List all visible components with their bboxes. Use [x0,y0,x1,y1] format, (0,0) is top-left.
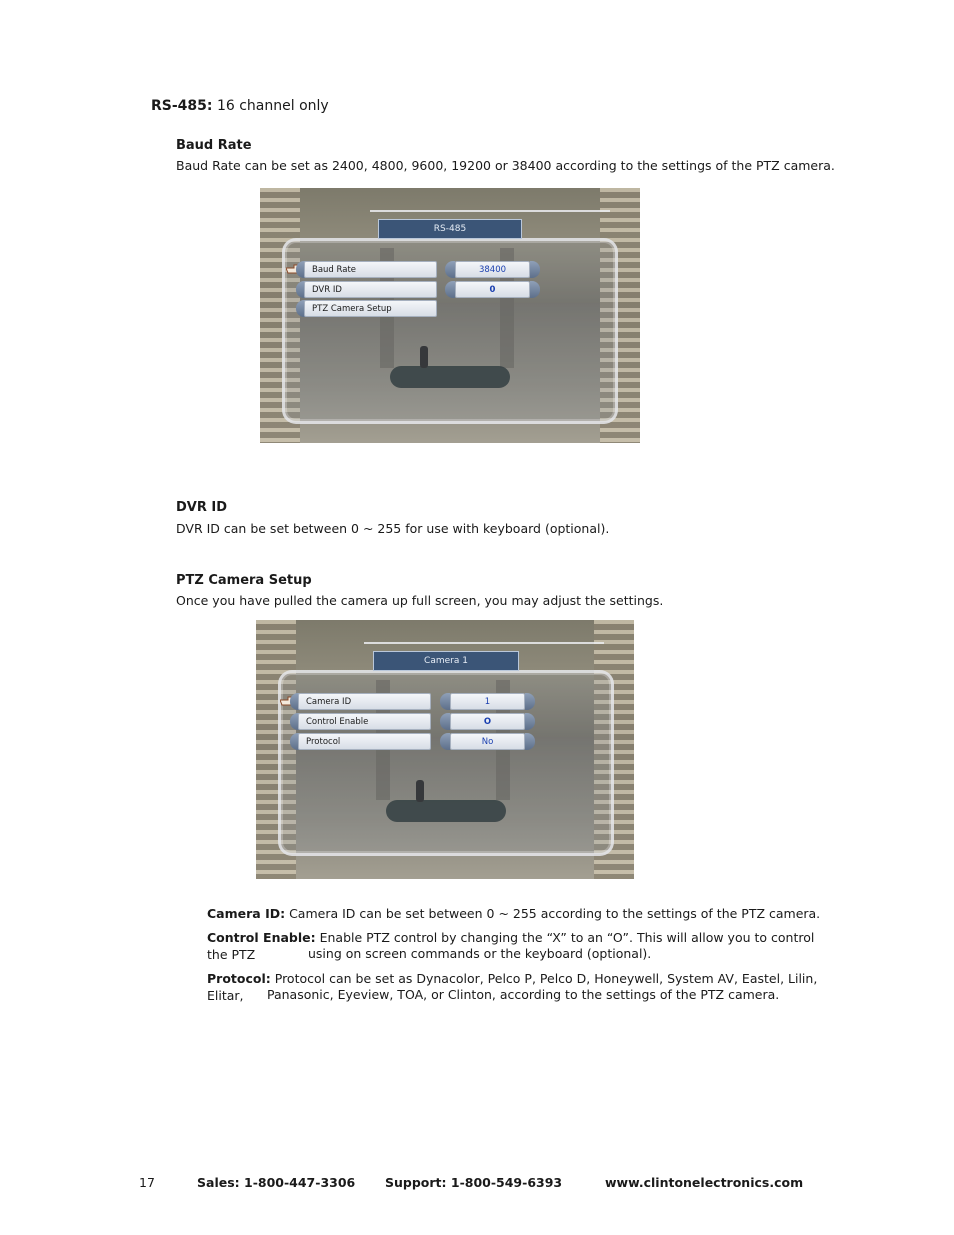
footer-website[interactable] [605,1175,803,1190]
note-protocol-line2: Panasonic, Eyeview, TOA, or Clinton, according to the settings of the PTZ camera. [267,987,780,1002]
osd-value-cap [445,281,455,298]
page-number: 17 [139,1175,155,1190]
ptz-setup-text: Once you have pulled the camera up full screen, you may adjust the settings. [176,593,664,608]
footer-website-text[interactable]: www.clintonelectronics.com [605,1175,804,1190]
osd-value-control-enable[interactable]: O [450,713,525,730]
osd-screenshot-rs485 [260,188,640,443]
osd-row-baud-rate[interactable]: Baud Rate [304,261,437,278]
footer-support-text: Support: 1-800-549-6393 [385,1175,563,1190]
osd-value-cap [445,261,455,278]
osd-row-protocol[interactable]: Protocol [298,733,431,750]
osd-value-baud-rate[interactable]: 38400 [455,261,530,278]
baud-rate-title: Baud Rate [176,138,252,153]
section-heading [151,98,329,114]
osd-row-control-enable[interactable]: Control Enable [298,713,431,730]
ptz-setup-title: PTZ Camera Setup [176,573,312,588]
footer-sales [197,1175,355,1190]
note-camera-id [207,906,827,923]
baud-rate-text: Baud Rate can be set as 2400, 4800, 9600, 19200 or 38400 according to the settings of the PTZ camera. [176,158,835,173]
footer-support [385,1175,562,1190]
note-camera-id-text: Camera ID can be set between 0 ~ 255 according to the settings of the PTZ camera. [289,906,821,921]
osd-value-dvr-id[interactable]: 0 [455,281,530,298]
note-control-enable-text: Enable PTZ control by changing the “X” to an “O”. This will allow you to control the PTZ [207,930,815,962]
osd-title: RS-485 [378,219,522,239]
note-camera-id-label: Camera ID: [207,906,286,921]
note-protocol-label: Protocol: [207,971,271,986]
osd-title: Camera 1 [373,651,519,671]
osd-row-camera-id[interactable]: Camera ID [298,693,431,710]
osd-value-cap [440,693,450,710]
note-protocol-text: Protocol can be set as Dynacolor, Pelco P, Pelco D, Honeywell, System AV, Eastel, Lilin, Elitar, [207,971,818,1003]
dvr-id-text: DVR ID can be set between 0 ~ 255 for use with keyboard (optional). [176,521,610,536]
osd-value-cap [440,713,450,730]
osd-value-camera-id[interactable]: 1 [450,693,525,710]
osd-row-ptz-camera-setup[interactable]: PTZ Camera Setup [304,300,437,317]
osd-tab-line [364,642,604,644]
osd-value-cap [440,733,450,750]
osd-screenshot-camera1 [256,620,634,879]
section-heading-suffix: 16 channel only [216,98,329,114]
osd-row-dvr-id[interactable]: DVR ID [304,281,437,298]
note-control-enable-line2: using on screen commands or the keyboard (optional). [308,946,652,961]
osd-tab-line [370,210,610,212]
dvr-id-title: DVR ID [176,500,228,515]
osd-value-protocol[interactable]: No [450,733,525,750]
note-control-enable-label: Control Enable: [207,930,316,945]
footer-sales-text: Sales: 1-800-447-3306 [197,1175,356,1190]
section-heading-label: RS-485: [151,98,213,114]
